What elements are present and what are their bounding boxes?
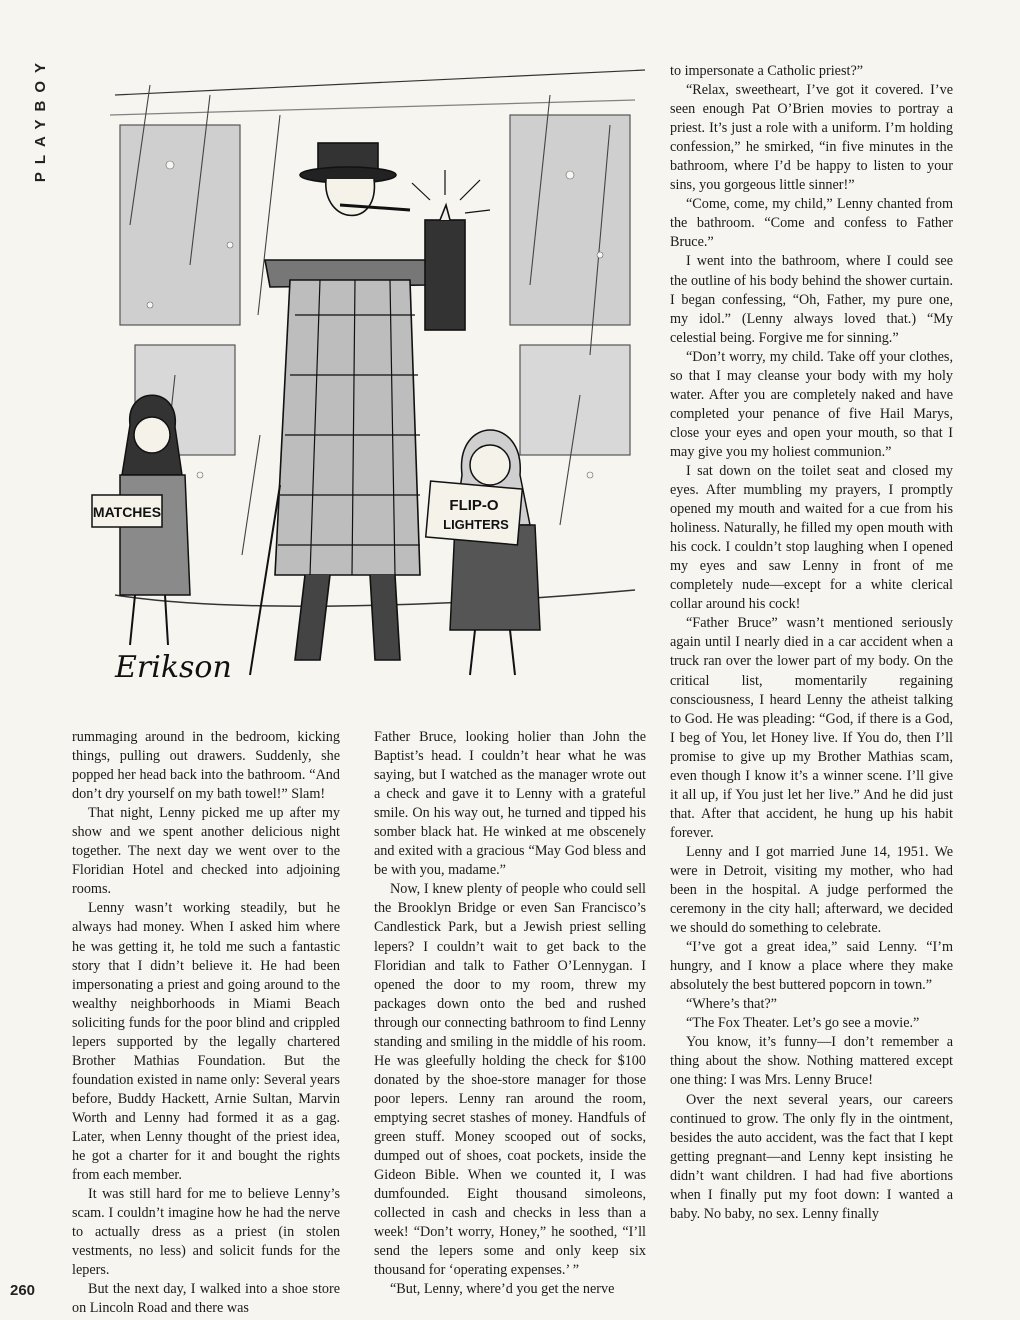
article-paragraph: That night, Lenny picked me up after my show and we spent another delicious night together. The next day we went over to the Floridian Hotel and checked into adjoining rooms.	[72, 805, 340, 898]
article-paragraph: Over the next several years, our careers continued to grow. The only fly in the ointment, besides the auto accident, was the fact that I kept getting pregnant—and Lenny kept insisting he didn’t want children. I had had five abortions when I finally put my foot down: I wanted a baby. No baby, no sex. Lenny finally	[670, 1091, 953, 1222]
article-paragraph: Now, I knew plenty of people who could sell the Brooklyn Bridge or even San Francisco’s Candlestick Park, but a Jewish priest selling lepers? I couldn’t wait to get back to the Floridian and talk to Father O’Lennygan. I opened the door to my room, threw my packages down onto the bed and rushed through our connecting bathroom to find Lenny standing and smiling in the middle of his room. He was gleefully holding the check for $100 donated by the shoe-store manager for those poor lepers. Lenny ran around the room, emptying secret stashes of money. Handfuls of green stuff. Money scooped out of socks, dumped out of shoes, coat pockets, inside the Gideon Bible. When we counted it, I was dumfounded. Eight thousand simoleons, collected in cash and checks in less than a week! “Don’t worry, Honey,” he soothed, “I’ll send the lepers some and only keep six thousand for ‘operating expenses.’ ”	[374, 881, 646, 1279]
lighter-flame-lines	[412, 170, 490, 213]
article-paragraph: “Where’s that?”	[686, 996, 777, 1013]
article-paragraph: Lenny wasn’t working steadily, but he always had money. When I asked him where he was getting it, he told me such a fantastic story that I didn’t believe it. He had been impersonating a priest and going around to the wealthy neighborhoods in Miami Beach soliciting funds for the poor blind and crippled lepers supported by the legally chartered Brother Mathias Foundation. But the foundation existed in name only: Several years before, Buddy Hackett, Arnie Sultan, Marvin Worth and Lenny had formed it as a gag. Later, when Lenny thought of the priest idea, he got a charter for it and bought the rights from each member.	[72, 900, 340, 1184]
article-paragraph: It was still hard for me to believe Lenny’s scam. I couldn’t imagine how he had the nerve to actually dress as a priest (in stolen vestments, no less) and solicit funds for the lepers.	[72, 1186, 340, 1279]
man-in-plaid-coat	[250, 143, 465, 675]
artist-signature: Erikson	[115, 650, 232, 685]
article-paragraph: to impersonate a Catholic priest?”	[670, 63, 864, 79]
girl-right	[426, 430, 540, 675]
article-paragraph: “I’ve got a great idea,” said Lenny. “I’m hungry, and I know a place where they make absolutely the best buttered popcorn in town.”	[670, 939, 953, 994]
article-paragraph: “Don’t worry, my child. Take off your clothes, so that I may cleanse your body with my holy water. After you are completely naked and have completed your penance of five Hail Marys, close your eyes and open your mouth, so that I may give you my holiest communion.”	[670, 348, 953, 460]
article-paragraph: But the next day, I walked into a shoe store on Lincoln Road and there was	[72, 1281, 340, 1317]
article-paragraph: rummaging around in the bedroom, kicking things, pulling out drawers. Suddenly, she popped her head back into the bathroom. “And don’t dry yourself on my bath towel!” Slam!	[72, 729, 340, 803]
article-paragraph: Father Bruce, looking holier than John the Baptist’s head. I couldn’t hear what he was saying, but I watched as the manager wrote out a check and gave it to Lenny with a grateful smile. On his way out, he turned and tipped his somber black hat. He winked at me obscenely and exited with a gracious “May God bless and be with you, madame.”	[374, 729, 646, 879]
sign-lighters: LIGHTERS	[443, 517, 509, 532]
article-paragraph: I sat down on the toilet seat and closed my eyes. After mumbling my prayers, I promptly opened my mouth and waited for a cue from his holiness. Naturally, he filled my open mouth with his cock. I couldn’t stop laughing when I opened my eyes and saw Lenny in front of me completely nude—except for a white clerical collar around his cock!	[670, 462, 953, 613]
article-paragraph: I went into the bathroom, where I could see the outline of his body behind the shower curtain. I began confessing, “Oh, Father, my pure one, my idol.” (Lenny always loved that.) “My celestial being. Forgive me for sinning.”	[670, 253, 953, 346]
article-column-2	[374, 728, 646, 1299]
article-paragraph: “Come, come, my child,” Lenny chanted from the bathroom. “Come and confess to Father Bruce.”	[670, 196, 953, 251]
sign-flip-o: FLIP-O	[449, 497, 499, 514]
running-head: PLAYBOY	[32, 55, 49, 183]
article-paragraph: “Relax, sweetheart, I’ve got it covered. I’ve seen enough Pat O’Brien movies to portray a priest. It’s just a role with a uniform. I’m holding confession,” he smirked, “in five minutes in the bathroom, where I’d be happy to listen to your sins, you gorgeous little sinner!”	[670, 82, 953, 194]
girl-left	[92, 395, 190, 645]
article-paragraph: “But, Lenny, where’d you get the nerve	[390, 1281, 615, 1298]
article-paragraph: “Father Bruce” wasn’t mentioned seriously again until I nearly died in a car accident when a truck ran over the lower part of my body. On the critical list, momentarily regaining consciousness, I heard Lenny the atheist talking to God. He was pleading: “God, if there is a God, I beg of You, let Honey live. If You do, then I’ll promise to give up my Brother Mathias scam, even though I know it’s a winner scene. I’ll give it all up, if You just let her live.” And he did just that. After that accident, he hung up his habit forever.	[670, 615, 953, 841]
article-paragraph: Lenny and I got married June 14, 1951. We were in Detroit, visiting my mother, who had been in the hospital. A judge performed the ceremony in the city hall; afterward, we decided we should do something to celebrate.	[670, 843, 953, 937]
page-number: 260	[10, 1282, 36, 1299]
article-paragraph: You know, it’s funny—I don’t remember a thing about the show. Nothing mattered except one thing: I was Mrs. Lenny Bruce!	[670, 1034, 953, 1089]
cartoon-illustration	[90, 55, 650, 695]
article-column-1	[72, 728, 340, 1318]
article-column-3	[670, 62, 953, 1224]
sign-matches: MATCHES	[92, 504, 162, 520]
article-paragraph: “The Fox Theater. Let’s go see a movie.”	[686, 1015, 920, 1032]
